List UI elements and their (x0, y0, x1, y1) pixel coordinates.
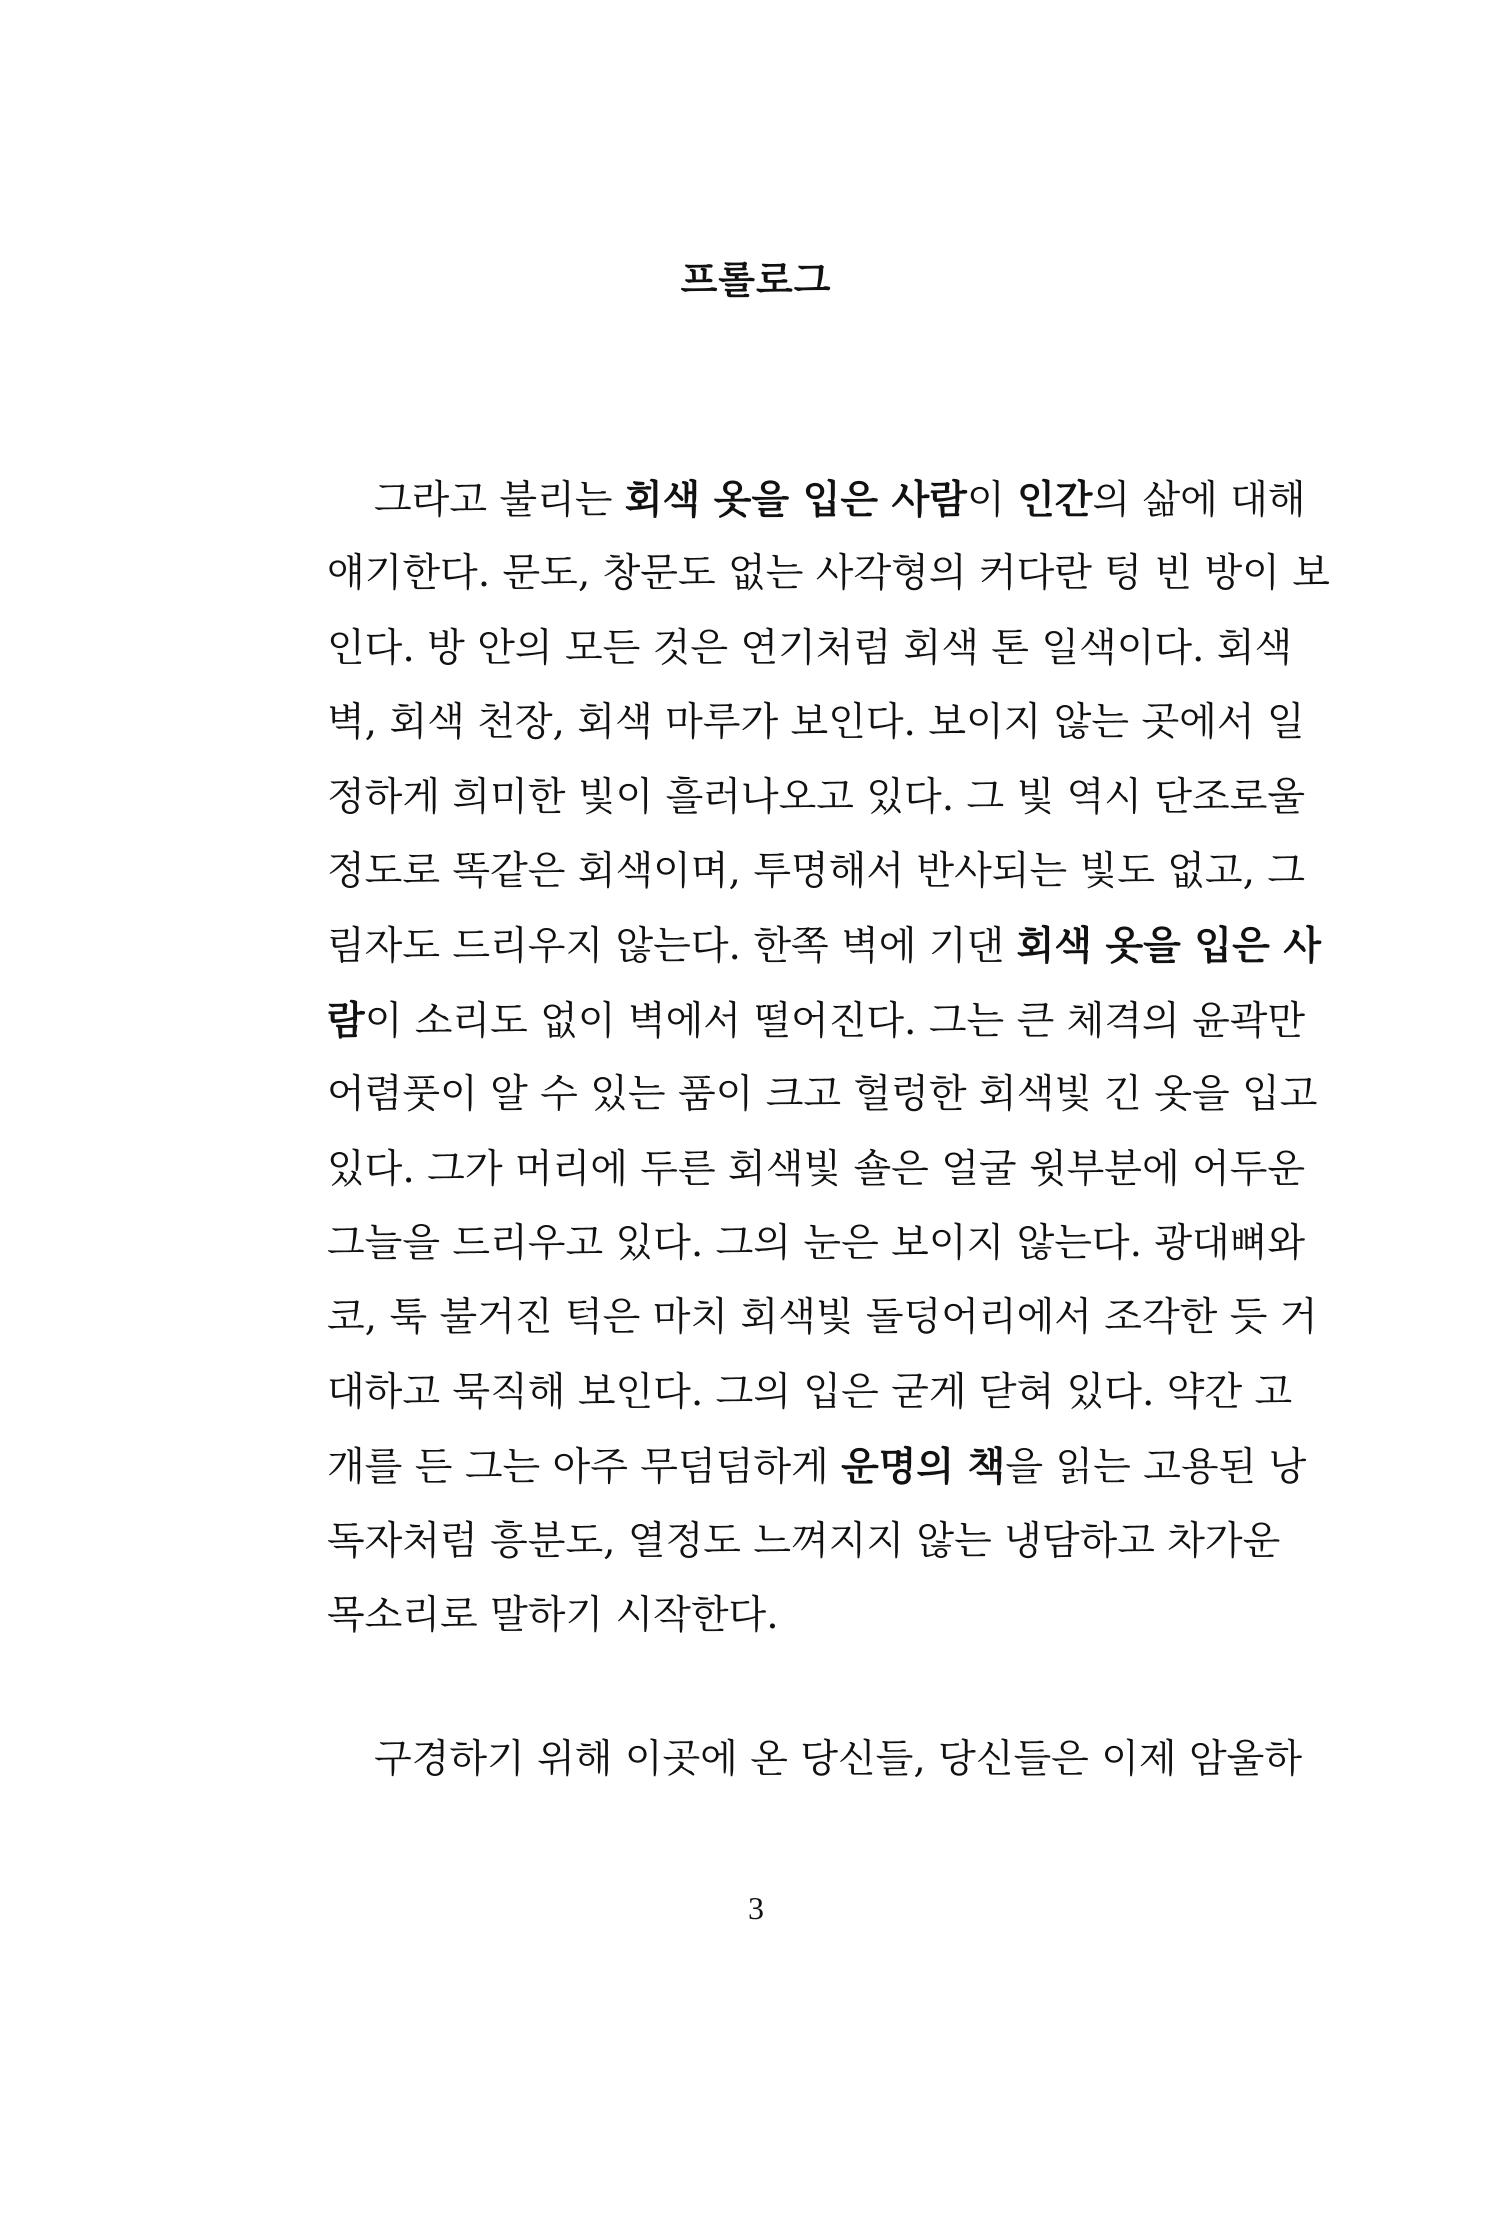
text-line (327, 768, 1306, 828)
bold-text: 회색 옷을 입은 사 (1016, 923, 1322, 970)
text-segment: 얘기한다. 문도, 창문도 없는 사각형의 커다란 텅 빈 방이 보 (327, 551, 1330, 597)
text-segment: 목소리로 말하기 시작한다. (327, 1593, 779, 1638)
text-line (374, 1730, 1303, 1790)
text-line (327, 693, 1305, 753)
bold-text: 회색 옷을 입은 사람 (624, 477, 967, 523)
text-line (374, 470, 1306, 530)
text-segment: 있다. 그가 머리에 두른 회색빛 숄은 얼굴 윗부분에 어두운 (327, 1146, 1306, 1192)
text-line (327, 991, 1306, 1051)
text-segment: 이 (966, 478, 1018, 523)
text-line (327, 1214, 1306, 1274)
text-segment: 벽, 회색 천장, 회색 마루가 보인다. 보이지 않는 곳에서 일 (327, 700, 1305, 746)
text-segment: 그늘을 드리우고 있다. 그의 눈은 보이지 않는다. 광대뼈와 (327, 1221, 1306, 1266)
bold-text: 운명의 책 (841, 1444, 1006, 1491)
text-segment: 정도로 똑같은 회색이며, 투명해서 반사되는 빛도 없고, 그 (327, 849, 1306, 894)
text-segment: 의 삶에 대해 (1092, 478, 1306, 523)
bold-text: 인간 (1017, 477, 1093, 523)
text-segment: 개를 든 그는 아주 무덤덤하게 (327, 1445, 842, 1491)
page-number: 3 (748, 1890, 764, 1926)
text-line (327, 1512, 1281, 1572)
text-segment: 독자처럼 흥분도, 열정도 느껴지지 않는 냉담하고 차가운 (327, 1518, 1281, 1564)
text-segment: 인다. 방 안의 모든 것은 연기처럼 회색 톤 일색이다. 회색 (327, 625, 1293, 671)
text-segment: 그라고 불리는 (374, 478, 625, 523)
text-line (327, 842, 1306, 902)
text-segment: 코, 툭 불거진 턱은 마치 회색빛 돌덩어리에서 조각한 듯 거 (327, 1295, 1318, 1341)
text-segment: 구경하기 위해 이곳에 온 당신들, 당신들은 이제 암울하 (374, 1737, 1303, 1782)
chapter-title: 프롤로그 (680, 257, 832, 302)
text-line (327, 1586, 1267, 1646)
bold-text: 람 (327, 997, 365, 1044)
text-segment: 이 소리도 없이 벽에서 떨어진다. 그는 큰 체격의 윤곽만 (364, 998, 1306, 1044)
text-line (327, 1065, 1318, 1125)
text-segment: 대하고 묵직해 보인다. 그의 입은 굳게 닫혀 있다. 약간 고 (327, 1369, 1293, 1415)
text-segment: 정하게 희미한 빛이 흘러나오고 있다. 그 빛 역시 단조로울 (327, 774, 1306, 820)
text-line (327, 1140, 1306, 1200)
text-line (327, 1288, 1318, 1348)
text-line (327, 1363, 1293, 1423)
text-segment: 어렴풋이 알 수 있는 품이 크고 헐렁한 회색빛 긴 옷을 입고 (327, 1072, 1318, 1118)
text-line (327, 916, 1322, 976)
text-segment: 을 읽는 고용된 낭 (1005, 1445, 1307, 1491)
text-line (327, 1437, 1307, 1497)
text-line (327, 619, 1293, 679)
text-line (327, 544, 1330, 604)
text-segment: 림자도 드리우지 않는다. 한쪽 벽에 기댄 (327, 924, 1017, 970)
